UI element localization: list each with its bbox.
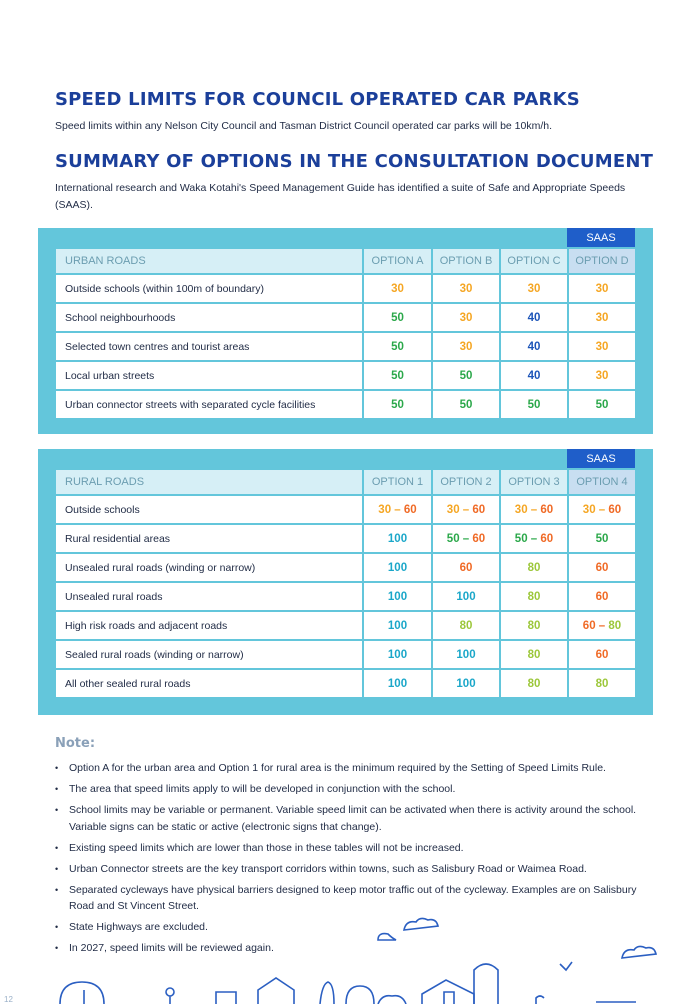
- speed-value-cell: 50: [568, 524, 636, 553]
- rural-header-option-3: OPTION 3: [500, 469, 568, 495]
- speed-value-cell: 100: [363, 640, 432, 669]
- bird-icon: [560, 962, 572, 970]
- speed-limits-text: Speed limits within any Nelson City Council and Tasman District Council operated car parks will be 10km/h.: [55, 120, 553, 132]
- urban-header-option-4: OPTION D: [568, 248, 636, 274]
- row-label: Selected town centres and tourist areas: [55, 332, 363, 361]
- speed-value-cell: 30: [432, 332, 500, 361]
- note-item: • Option A for the urban area and Option 1 for rural area is the minimum required by the Setting of Speed Limits Rule.: [55, 760, 645, 777]
- speed-value-cell: 30: [432, 274, 500, 303]
- row-label: All other sealed rural roads: [55, 669, 363, 698]
- urban-header-option-3: OPTION C: [500, 248, 568, 274]
- speed-value-cell: 40: [500, 332, 568, 361]
- speed-value-cell: 80: [500, 582, 568, 611]
- rural-header-option-1: OPTION 1: [363, 469, 432, 495]
- speed-value-cell: 100: [432, 669, 500, 698]
- rural-header-option-2: OPTION 2: [432, 469, 500, 495]
- speed-value-cell: 60: [568, 640, 636, 669]
- note-item: • In 2027, speed limits will be reviewed again.: [55, 940, 645, 957]
- speed-value-cell: 50: [363, 390, 432, 419]
- house-icon: [258, 978, 294, 1004]
- speed-value-cell: 80: [500, 611, 568, 640]
- urban-header-option-1: OPTION A: [363, 248, 432, 274]
- speed-value-cell: 40: [500, 303, 568, 332]
- speed-value-cell: 30: [568, 332, 636, 361]
- note-item: • Existing speed limits which are lower than those in these tables will not be increased.: [55, 840, 645, 857]
- urban-saas-label: SAAS: [567, 228, 635, 248]
- shoe-icon: [378, 934, 396, 940]
- speed-value-cell: 60 – 80: [568, 611, 636, 640]
- speed-value-cell: 60: [568, 553, 636, 582]
- speed-value-cell: 30: [432, 303, 500, 332]
- speed-value-cell: 30: [500, 274, 568, 303]
- speed-value-cell: 40: [500, 361, 568, 390]
- speed-value-cell: 80: [500, 640, 568, 669]
- urban-header-label: URBAN ROADS: [55, 248, 363, 274]
- tree-icon: [60, 982, 104, 1004]
- rural-saas-label: SAAS: [567, 449, 635, 469]
- speed-value-cell: 100: [363, 611, 432, 640]
- speed-value-cell: 50 – 60: [432, 524, 500, 553]
- speed-value-cell: 30: [363, 274, 432, 303]
- barn-icon: [422, 980, 474, 1004]
- summary-heading: SUMMARY OF OPTIONS IN THE CONSULTATION DOCUMENT: [55, 151, 654, 172]
- urban-header-option-2: OPTION B: [432, 248, 500, 274]
- speed-value-cell: 30 – 60: [500, 495, 568, 524]
- cloud-icon: [404, 918, 438, 930]
- speed-value-cell: 50: [363, 332, 432, 361]
- cloud-icon: [622, 946, 656, 958]
- speed-value-cell: 80: [568, 669, 636, 698]
- speed-value-cell: 100: [363, 582, 432, 611]
- speed-value-cell: 100: [363, 553, 432, 582]
- speed-value-cell: 60: [432, 553, 500, 582]
- sheep-icon: [536, 996, 544, 1004]
- silo-icon: [474, 964, 498, 1004]
- speed-value-cell: 30: [568, 361, 636, 390]
- row-label: Local urban streets: [55, 361, 363, 390]
- speed-value-cell: 100: [432, 582, 500, 611]
- row-label: Unsealed rural roads: [55, 582, 363, 611]
- row-label: Outside schools: [55, 495, 363, 524]
- rural-header-option-4: OPTION 4: [568, 469, 636, 495]
- note-item: • The area that speed limits apply to will be developed in conjunction with the school.: [55, 781, 645, 798]
- page-number: 12: [4, 995, 13, 1004]
- person-icon: [166, 988, 174, 1004]
- speed-value-cell: 100: [363, 524, 432, 553]
- row-label: Urban connector streets with separated cycle facilities: [55, 390, 363, 419]
- speed-value-cell: 50: [500, 390, 568, 419]
- row-label: School neighbourhoods: [55, 303, 363, 332]
- tree-icon: [346, 986, 374, 1004]
- rural-header-label: RURAL ROADS: [55, 469, 363, 495]
- speed-value-cell: 50: [432, 361, 500, 390]
- cyclist-icon: [320, 982, 334, 1004]
- speed-value-cell: 80: [500, 553, 568, 582]
- note-item: • Urban Connector streets are the key transport corridors within towns, such as Salisbury Road or Waimea Road.: [55, 861, 645, 878]
- row-label: Outside schools (within 100m of boundary): [55, 274, 363, 303]
- speed-value-cell: 30 – 60: [363, 495, 432, 524]
- speed-value-cell: 50: [568, 390, 636, 419]
- speed-value-cell: 60: [568, 582, 636, 611]
- speed-value-cell: 30: [568, 303, 636, 332]
- note-item: • Separated cycleways have physical barriers designed to keep motor traffic out of the cycleway. Examples are on Salisbury Road and St Vincent Street.: [55, 882, 645, 915]
- bush-icon: [378, 996, 406, 1004]
- speed-value-cell: 50: [363, 303, 432, 332]
- speed-value-cell: 100: [363, 669, 432, 698]
- sign-icon: [216, 992, 236, 1004]
- row-label: Sealed rural roads (winding or narrow): [55, 640, 363, 669]
- speed-limits-heading: SPEED LIMITS FOR COUNCIL OPERATED CAR PARKS: [55, 89, 580, 110]
- note-title: Note:: [55, 736, 96, 751]
- row-label: Rural residential areas: [55, 524, 363, 553]
- note-item: • School limits may be variable or permanent. Variable speed limit can be activated when there is activity around the school. Variable signs can be static or active (electronic signs that change).: [55, 802, 645, 835]
- row-label: High risk roads and adjacent roads: [55, 611, 363, 640]
- speed-value-cell: 80: [432, 611, 500, 640]
- summary-text: International research and Waka Kotahi's Speed Management Guide has identified a suite of Safe and Appropriate Speeds (SAAS).: [55, 182, 626, 211]
- row-label: Unsealed rural roads (winding or narrow): [55, 553, 363, 582]
- speed-value-cell: 50: [363, 361, 432, 390]
- speed-value-cell: 30 – 60: [432, 495, 500, 524]
- speed-value-cell: 50: [432, 390, 500, 419]
- note-item: • State Highways are excluded.: [55, 919, 645, 936]
- speed-value-cell: 30 – 60: [568, 495, 636, 524]
- speed-value-cell: 80: [500, 669, 568, 698]
- speed-value-cell: 100: [432, 640, 500, 669]
- speed-value-cell: 50 – 60: [500, 524, 568, 553]
- speed-value-cell: 30: [568, 274, 636, 303]
